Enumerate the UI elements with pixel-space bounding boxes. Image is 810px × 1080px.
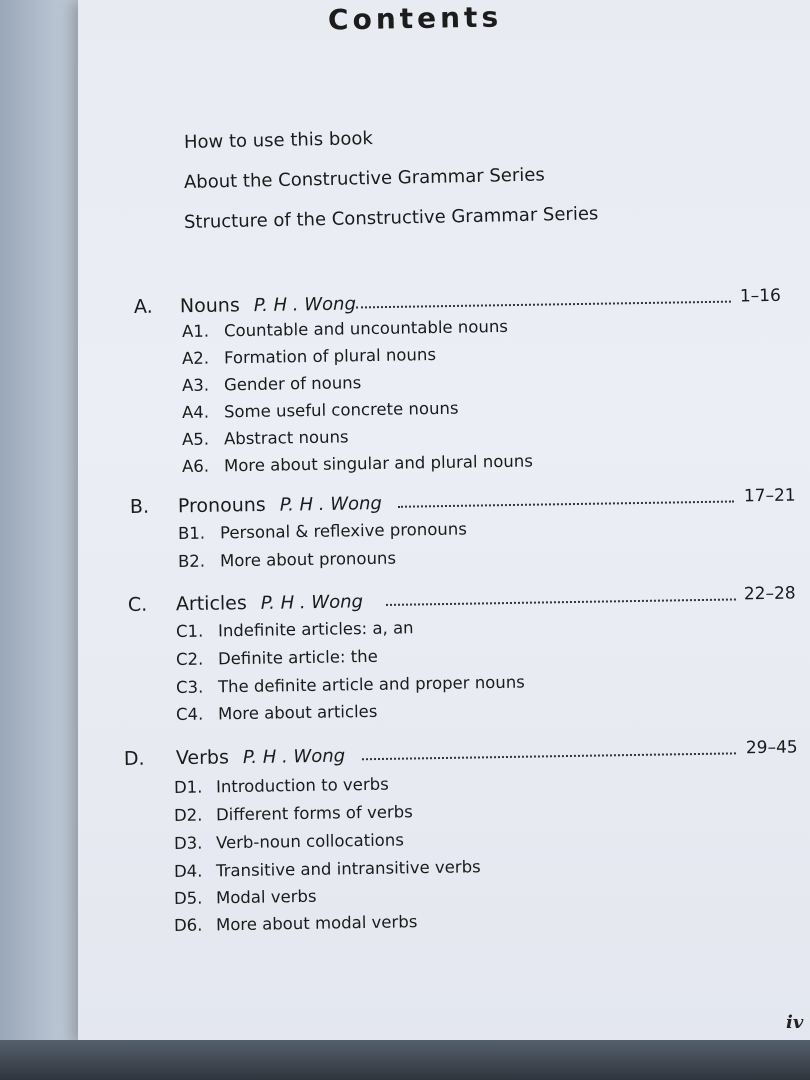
- section-item: [182, 451, 533, 476]
- section-code: D3.: [173, 833, 203, 853]
- chapter-heading: [128, 583, 810, 622]
- section-item: [174, 775, 389, 797]
- chapter-pages: 1–16: [739, 285, 781, 307]
- section-title: Formation of plural nouns: [223, 345, 437, 368]
- section-code: C3.: [175, 677, 204, 697]
- section-item: [176, 702, 378, 724]
- section-title: Definite article: the: [217, 646, 378, 669]
- chapter-author: P. H . Wong: [242, 745, 346, 769]
- section-item: [178, 549, 396, 571]
- section-code: C1.: [175, 621, 204, 641]
- section-title: Abstract nouns: [223, 427, 349, 449]
- section-title: The definite article and proper nouns: [217, 672, 525, 697]
- leader-dots: [398, 501, 734, 508]
- section-item: [178, 519, 467, 543]
- section-code: B2.: [177, 551, 206, 571]
- section-item: [176, 647, 378, 669]
- chapter-letter: D.: [123, 747, 145, 770]
- leader-dots: [386, 598, 736, 605]
- section-item: [176, 618, 414, 641]
- section-title: Verb-noun collocations: [215, 830, 405, 853]
- table-surface: [0, 1040, 810, 1080]
- section-code: D4.: [173, 861, 203, 881]
- section-code: C2.: [175, 649, 204, 669]
- section-title: More about modal verbs: [215, 912, 418, 935]
- section-title: Some useful concrete nouns: [223, 398, 459, 422]
- chapter-name: Articles: [175, 592, 247, 616]
- section-title: More about articles: [217, 701, 378, 724]
- book-page: [78, 0, 810, 1045]
- section-title: Modal verbs: [215, 886, 317, 908]
- chapter-pages: 22–28: [743, 583, 796, 605]
- section-code: A4.: [181, 402, 210, 422]
- section-code: A5.: [181, 429, 210, 449]
- table-of-contents: [78, 0, 810, 1045]
- front-matter-item: About the Constructive Grammar Series: [183, 164, 545, 193]
- front-matter-item: Structure of the Constructive Grammar Series: [183, 203, 599, 233]
- section-item: [182, 373, 362, 395]
- section-title: Different forms of verbs: [215, 802, 413, 825]
- section-item: [174, 802, 413, 825]
- section-code: A3.: [181, 375, 210, 395]
- section-item: [174, 912, 418, 935]
- leader-dots: [356, 301, 731, 309]
- section-title: Indefinite articles: a, an: [217, 618, 414, 641]
- chapter-heading: [130, 485, 810, 524]
- chapter-pages: 17–21: [743, 485, 796, 507]
- chapter-author: P. H . Wong: [279, 493, 383, 516]
- section-item: [174, 857, 481, 881]
- chapter-author: P. H . Wong: [260, 591, 364, 614]
- section-item: [174, 887, 317, 908]
- front-matter-item: How to use this book: [183, 128, 373, 153]
- chapter-name: Nouns: [179, 294, 240, 318]
- section-code: A2.: [181, 348, 210, 368]
- section-item: [182, 345, 436, 368]
- section-title: Gender of nouns: [223, 373, 362, 395]
- section-code: D1.: [173, 777, 203, 797]
- chapter-name: Pronouns: [177, 493, 266, 518]
- chapter-letter: B.: [129, 495, 150, 518]
- section-item: [182, 317, 508, 341]
- section-title: More about singular and plural nouns: [223, 451, 533, 476]
- section-item: [182, 399, 459, 422]
- section-code: D5.: [173, 888, 203, 908]
- chapter-author: P. H . Wong: [253, 293, 357, 317]
- section-title: More about pronouns: [219, 548, 397, 571]
- section-item: [174, 830, 404, 853]
- section-code: B1.: [177, 523, 206, 543]
- section-code: C4.: [175, 704, 204, 724]
- section-item: [182, 427, 349, 449]
- section-code: D2.: [173, 805, 203, 825]
- section-code: D6.: [173, 915, 203, 935]
- chapter-letter: A.: [133, 295, 153, 318]
- section-code: A6.: [181, 456, 210, 476]
- section-title: Transitive and intransitive verbs: [215, 857, 481, 881]
- section-item: [176, 673, 525, 697]
- leader-dots: [362, 752, 736, 760]
- section-title: Introduction to verbs: [215, 774, 389, 797]
- page-title: Contents: [327, 0, 503, 37]
- chapter-letter: C.: [127, 593, 148, 616]
- section-title: Personal & reflexive pronouns: [219, 519, 468, 543]
- page-number: iv: [786, 1012, 804, 1033]
- chapter-pages: 29–45: [745, 737, 798, 759]
- section-code: A1.: [181, 321, 210, 341]
- chapter-name: Verbs: [175, 746, 230, 770]
- section-title: Countable and uncountable nouns: [223, 316, 509, 341]
- chapter-heading: [124, 737, 810, 776]
